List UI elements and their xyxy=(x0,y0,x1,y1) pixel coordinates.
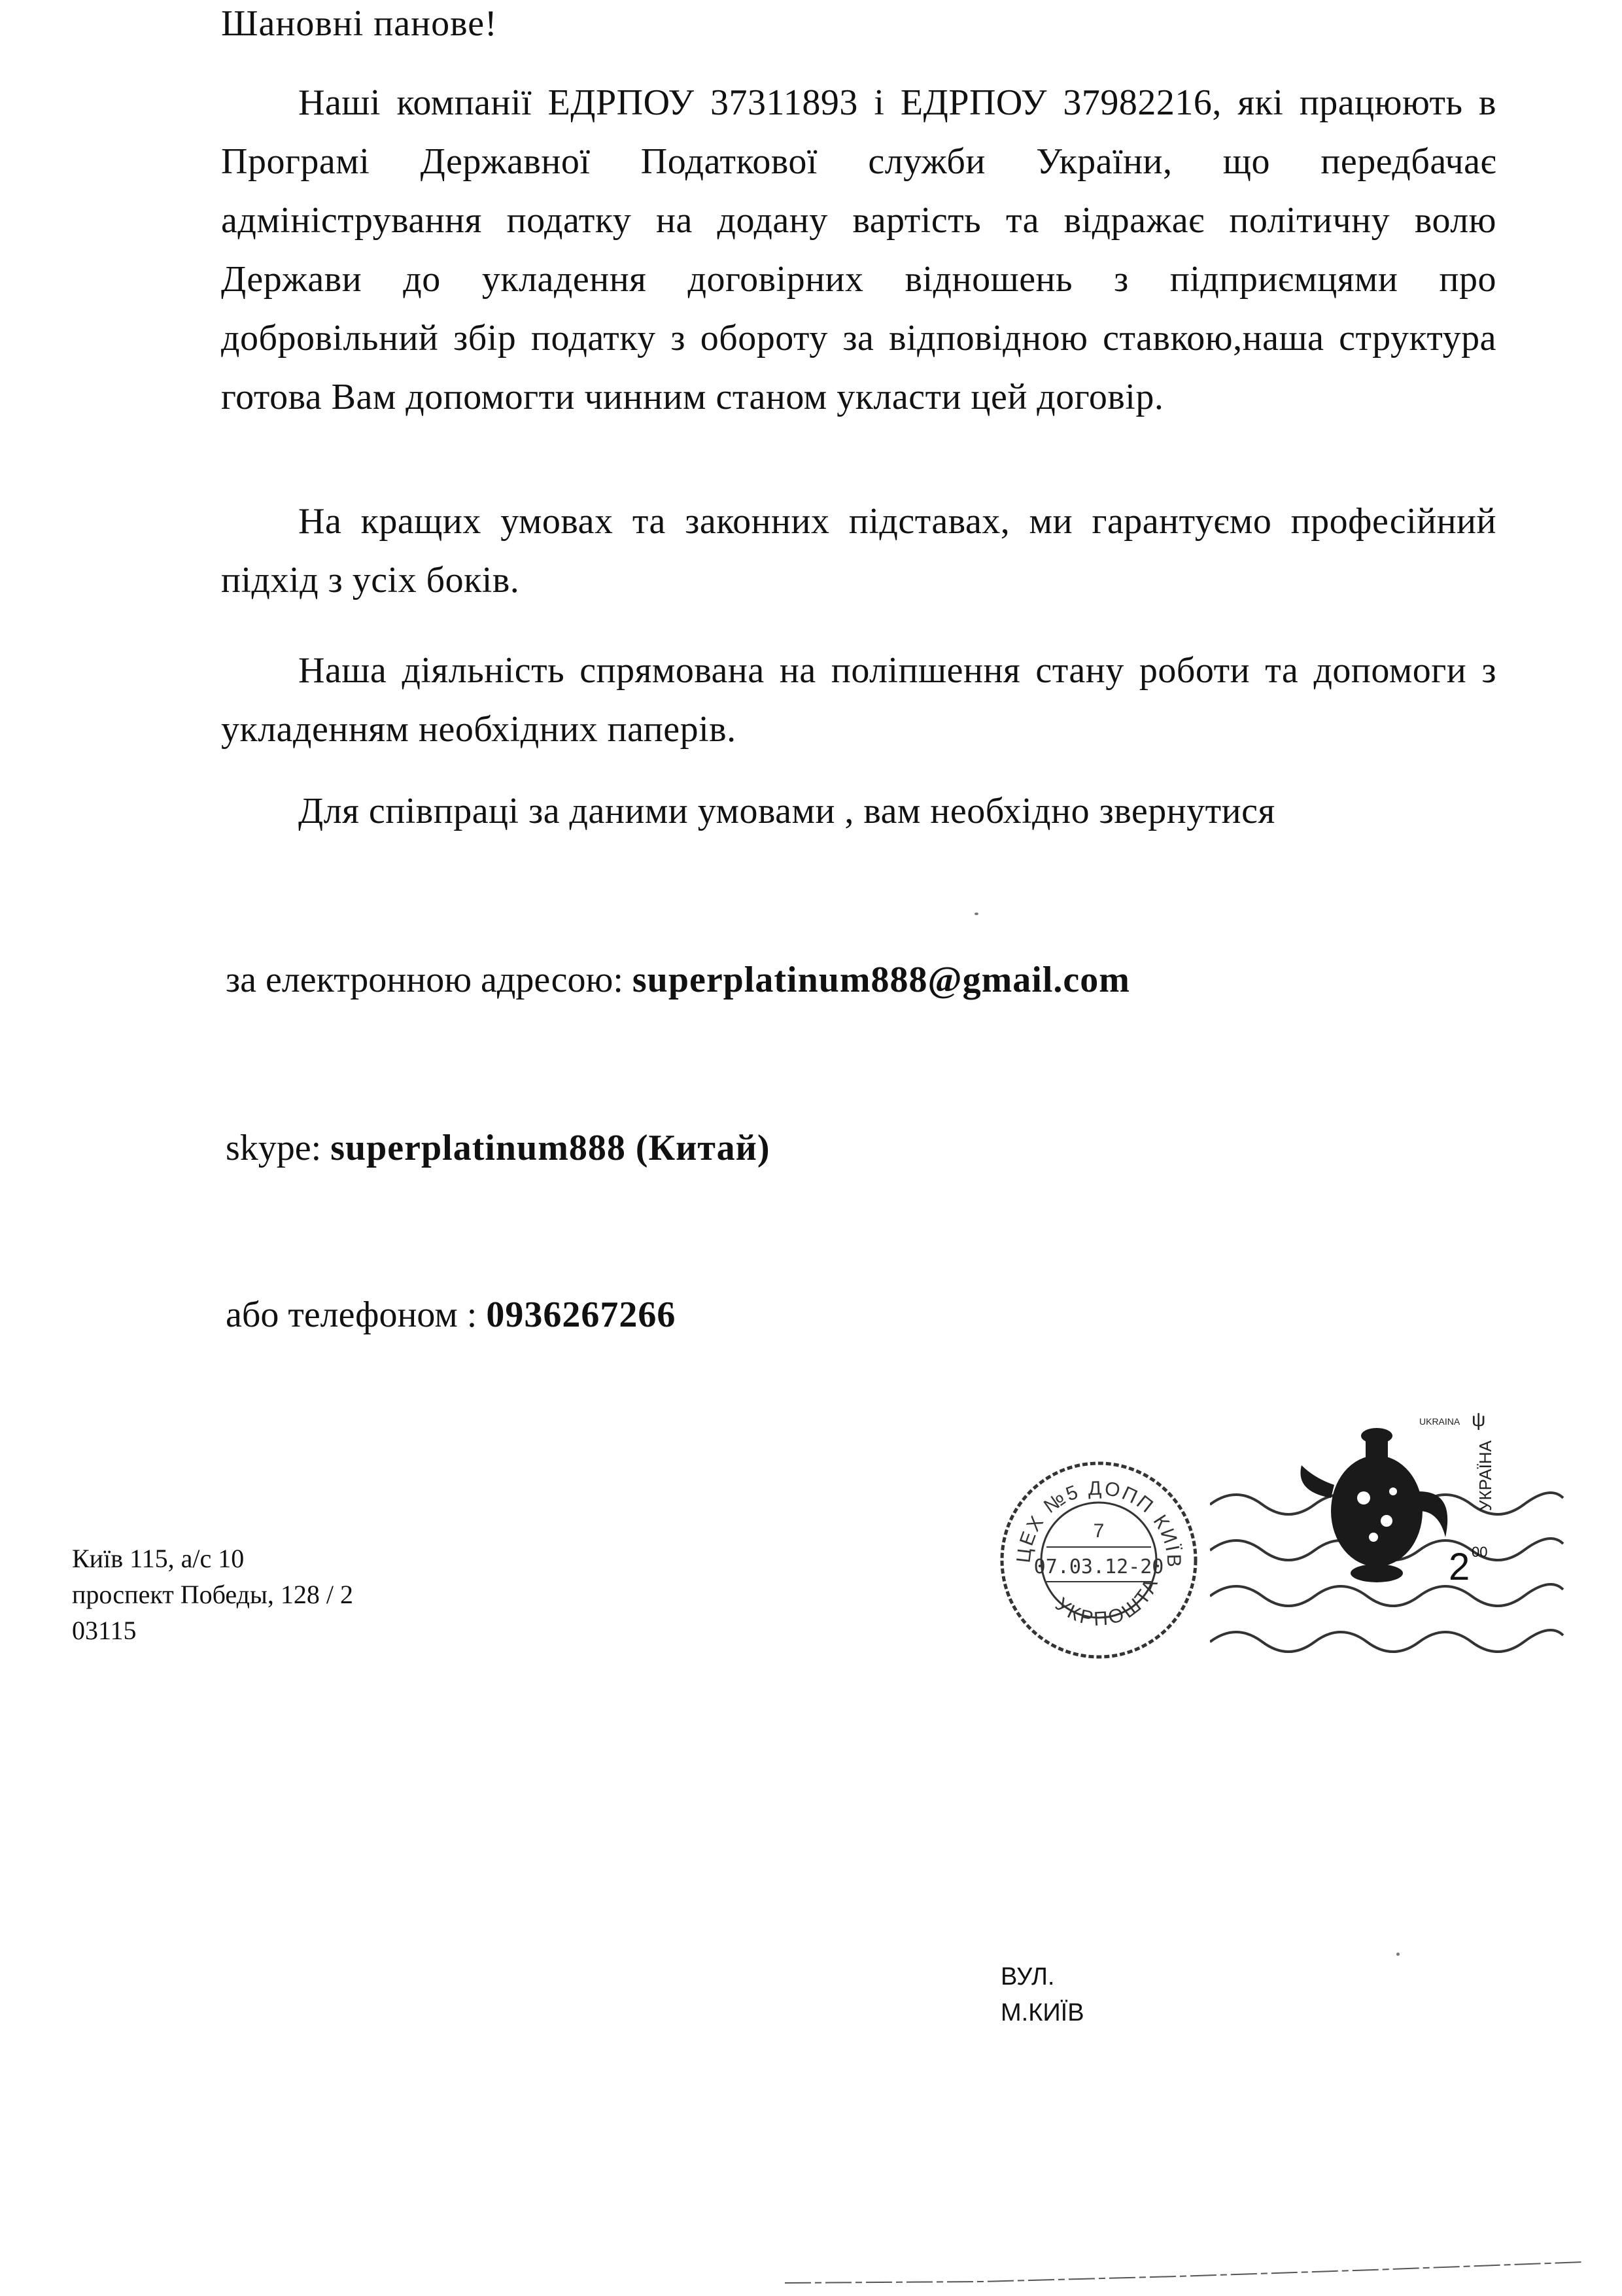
svg-text:ψ: ψ xyxy=(1472,1409,1486,1431)
stamp-denomination-suffix: 00 xyxy=(1472,1544,1488,1560)
paragraph-intro: Наші компанії ЕДРПОУ 37311893 і ЕДРПОУ 37982216, які працюють в Програмі Державної Податкової служби України, що передбачає адміністрування податку на додану вартість та відражає політичну волю Держави до укладення договірних відношень з підприємцями про добровільний збір податку з обороту за відповідною ставкою,наша структура готова Вам допомогти чинним станом укласти цей договір. xyxy=(221,82,1496,417)
return-address xyxy=(72,1540,353,1648)
stamp-country-side: УКРАЇНА xyxy=(1475,1440,1495,1511)
recipient-line: ВУЛ. xyxy=(1001,1963,1055,1991)
skype-value: superplatinum888 (Китай) xyxy=(330,1128,770,1168)
phone-label: або телефоном : xyxy=(226,1295,487,1335)
postmark-ring-text: ЦЕХ №5 ДОПП КИЇВ xyxy=(1012,1477,1185,1570)
return-address-line: проспект Победы, 128 / 2 xyxy=(72,1580,353,1609)
return-address-line: Київ 115, а/с 10 xyxy=(72,1544,245,1573)
postmark-number: 7 xyxy=(1093,1520,1105,1542)
greeting: Шановні панове! xyxy=(221,3,498,44)
recipient-address xyxy=(1001,1959,1084,2031)
paragraph-guarantee: На кращих умовах та законних підставах, ми гарантуємо професійний підхід з усіх боків. xyxy=(221,501,1496,600)
recipient-line: М.КИЇВ xyxy=(1001,1999,1084,2026)
skype-label: skype: xyxy=(226,1128,331,1168)
stamp-denomination: 2 xyxy=(1449,1546,1470,1588)
scan-speck xyxy=(1396,1953,1400,1956)
postmark-date: 07.03.12-20 xyxy=(1033,1556,1164,1578)
postmark-icon xyxy=(994,1452,1203,1661)
scan-edge-line xyxy=(785,2250,1583,2289)
stamp-country-top: UKRAINA xyxy=(1419,1416,1460,1427)
paragraph-activity: Наша діяльність спрямована на поліпшення стану роботи та допомоги з укладенням необхідних паперів. xyxy=(221,650,1496,750)
scan-speck xyxy=(975,913,978,915)
phone-value: 0936267266 xyxy=(486,1295,676,1335)
return-address-line: 03115 xyxy=(72,1616,137,1645)
email-label: за електронною адресою: xyxy=(226,960,632,1000)
email-value: superplatinum888@gmail.com xyxy=(632,960,1130,1000)
contact-phone-line xyxy=(226,1292,676,1338)
contact-skype-line xyxy=(226,1125,770,1171)
postage-stamp-icon xyxy=(1210,1400,1576,1675)
contact-email-line xyxy=(226,957,1130,1003)
paragraph-contact-intro: Для співпраці за даними умовами , вам необхідно звернутися xyxy=(298,791,1275,831)
postmark-bottom-text: УКРПОШТА xyxy=(1051,1573,1164,1631)
